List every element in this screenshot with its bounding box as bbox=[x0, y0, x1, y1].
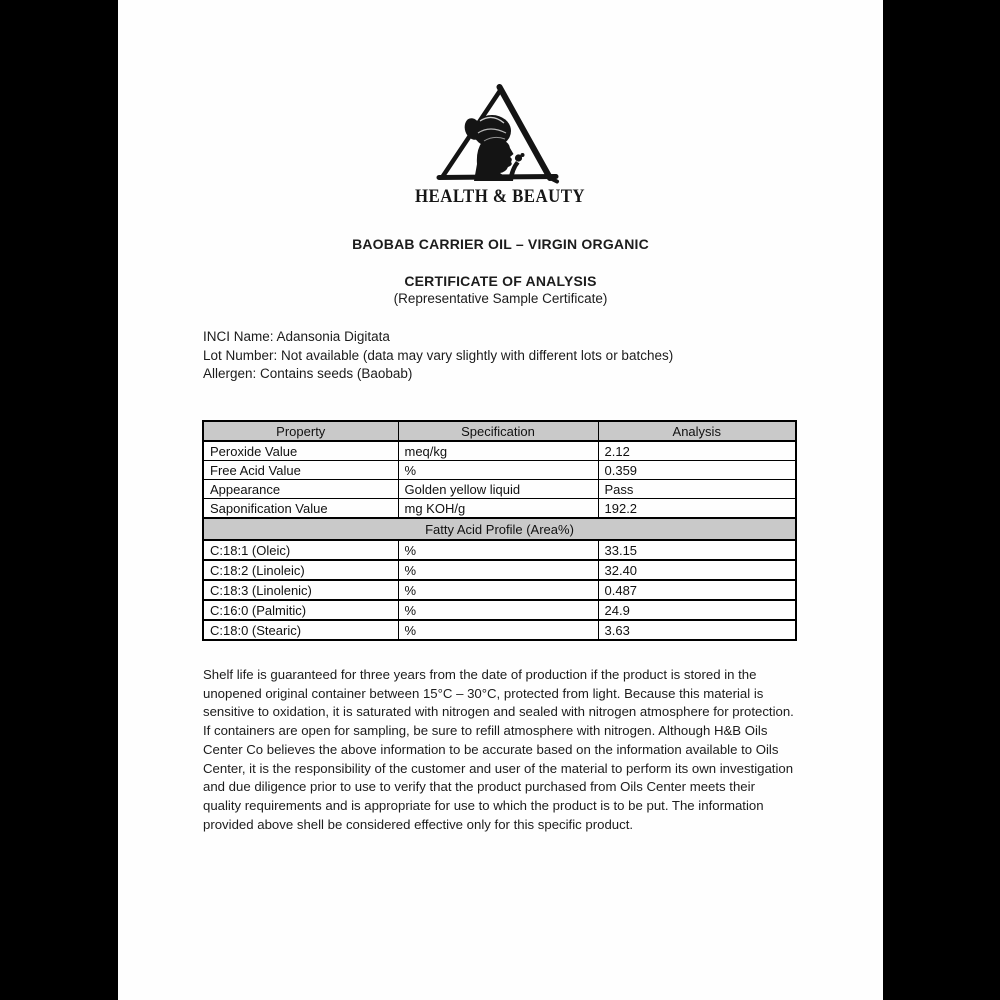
table-row-peroxide-value bbox=[203, 441, 796, 461]
property-cell: Appearance bbox=[203, 480, 398, 499]
table-row-free-acid-value bbox=[203, 461, 796, 480]
property-cell: C:18:2 (Linoleic) bbox=[203, 560, 398, 580]
table-row-linolenic bbox=[203, 580, 796, 600]
table-row-palmitic bbox=[203, 600, 796, 620]
property-cell: Peroxide Value bbox=[203, 441, 398, 461]
allergen-line: Allergen: Contains seeds (Baobab) bbox=[203, 366, 413, 382]
specification-cell: mg KOH/g bbox=[398, 499, 598, 519]
fatty-acid-section-row bbox=[203, 518, 796, 540]
analysis-cell: 2.12 bbox=[598, 441, 796, 461]
table-row-oleic bbox=[203, 540, 796, 560]
analysis-cell: 3.63 bbox=[598, 620, 796, 640]
table-header-row bbox=[203, 421, 796, 441]
property-cell: C:18:1 (Oleic) bbox=[203, 540, 398, 560]
col-header-specification: Specification bbox=[398, 421, 598, 441]
inci-name-line: INCI Name: Adansonia Digitata bbox=[203, 329, 390, 344]
table-row-stearic bbox=[203, 620, 796, 640]
specification-cell: % bbox=[398, 600, 598, 620]
brand-name: HEALTH & BEAUTY bbox=[415, 186, 585, 207]
woman-silhouette-icon bbox=[462, 115, 525, 181]
analysis-cell: 0.487 bbox=[598, 580, 796, 600]
property-cell: Free Acid Value bbox=[203, 461, 398, 480]
specification-cell: % bbox=[398, 560, 598, 580]
table-row-saponification-value bbox=[203, 499, 796, 519]
analysis-cell: 24.9 bbox=[598, 600, 796, 620]
specification-cell: % bbox=[398, 540, 598, 560]
col-header-property: Property bbox=[203, 421, 398, 441]
analysis-cell: 0.359 bbox=[598, 461, 796, 480]
analysis-table bbox=[202, 420, 797, 641]
specification-cell: % bbox=[398, 461, 598, 480]
certificate-subtitle: (Representative Sample Certificate) bbox=[393, 291, 608, 306]
col-header-analysis: Analysis bbox=[598, 421, 796, 441]
analysis-cell: Pass bbox=[598, 480, 796, 499]
table-row-linoleic bbox=[203, 560, 796, 580]
property-cell: C:16:0 (Palmitic) bbox=[203, 600, 398, 620]
specification-cell: meq/kg bbox=[398, 441, 598, 461]
product-info-block bbox=[203, 328, 673, 384]
document-page bbox=[118, 0, 883, 1000]
table-row-appearance bbox=[203, 480, 796, 499]
product-title: BAOBAB CARRIER OIL – VIRGIN ORGANIC bbox=[352, 236, 649, 252]
specification-cell: Golden yellow liquid bbox=[398, 480, 598, 499]
disclaimer-paragraph: Shelf life is guaranteed for three years from the date of production if the product is stored in the unopened original container between 15°C – 30°C, protected from light. Because this material is sensitive to oxidation, it is saturated with nitrogen and sealed with nitrogen atmosphere for protection. If containers are open for sampling, be sure to refill atmosphere with nitrogen. Although H&B Oils Center Co believes the above information to be accurate based on the information available to Oils Center, it is the responsibility of the customer and user of the material to perform its own investigation and due diligence prior to use to verify that the product purchased from Oils Center meets their quality requirements and is appropriate for use to which the product is to be put. The information provided above shell be considered effective only for this specific product. bbox=[203, 667, 794, 832]
analysis-cell: 32.40 bbox=[598, 560, 796, 580]
health-beauty-logo bbox=[410, 84, 590, 210]
analysis-cell: 192.2 bbox=[598, 499, 796, 519]
specification-cell: % bbox=[398, 580, 598, 600]
lot-number-line: Lot Number: Not available (data may vary slightly with different lots or batches) bbox=[203, 347, 674, 363]
property-cell: C:18:3 (Linolenic) bbox=[203, 580, 398, 600]
fatty-acid-section-header: Fatty Acid Profile (Area%) bbox=[203, 518, 796, 540]
analysis-cell: 33.15 bbox=[598, 540, 796, 560]
certificate-title: CERTIFICATE OF ANALYSIS bbox=[404, 273, 597, 289]
property-cell: Saponification Value bbox=[203, 499, 398, 519]
property-cell: C:18:0 (Stearic) bbox=[203, 620, 398, 640]
specification-cell: % bbox=[398, 620, 598, 640]
